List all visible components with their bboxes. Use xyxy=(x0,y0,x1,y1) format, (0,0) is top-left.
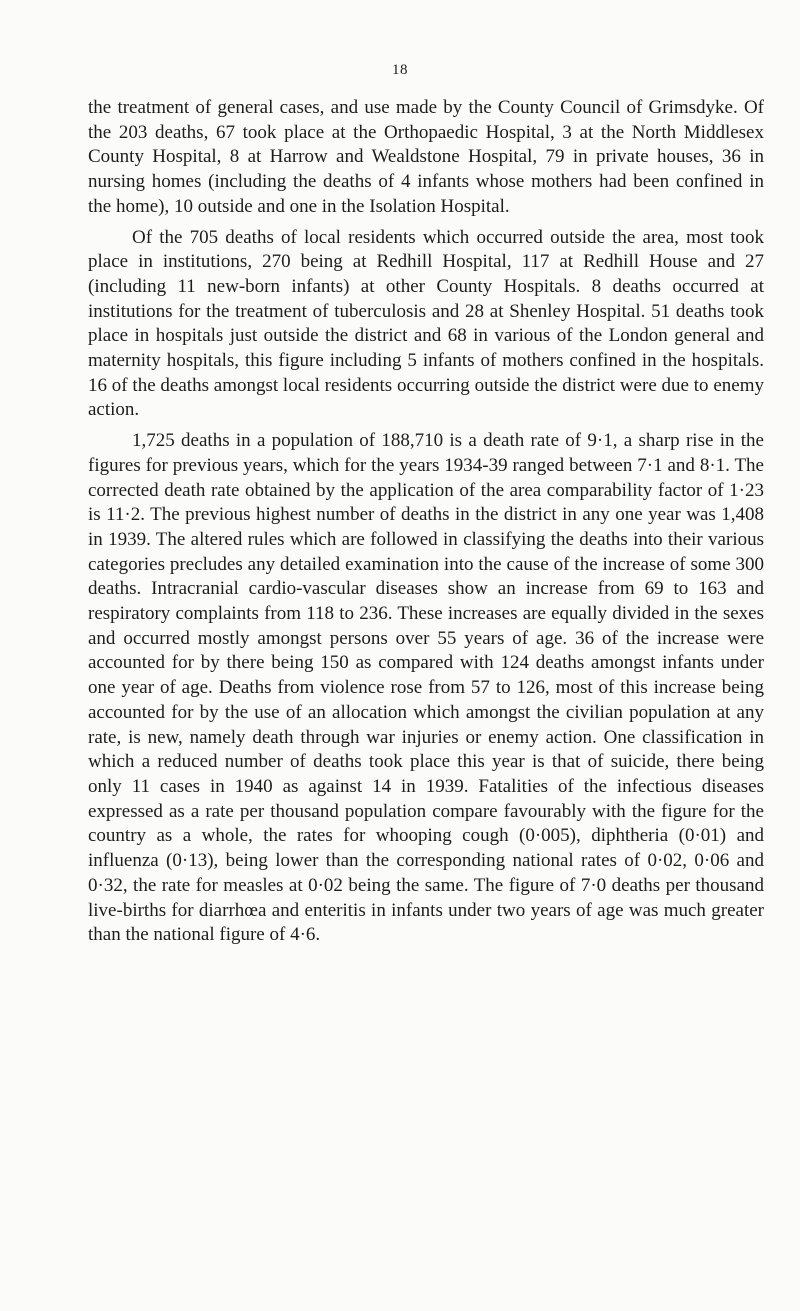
body-text xyxy=(88,96,764,948)
paragraph-continuation: the treatment of general cases, and use made by the County Council of Grimsdyke. Of the 203 deaths, 67 took place at the Orthopaedic Hospital, 3 at the North Middlesex County Hospital, 8 at Harrow and Wealdstone Hospital, 79 in private houses, 36 in nursing homes (including the deaths of 4 infants whose mothers had been confined in the home), 10 outside and one in the Isolation Hospital. xyxy=(88,97,764,217)
page-number: 18 xyxy=(392,62,408,78)
paragraph-death-rate: 1,725 deaths in a population of 188,710 is a death rate of 9·1, a sharp rise in the figures for previous years, which for the years 1934-39 ranged between 7·1 and 8·1. The corrected death rate obtained by the application of the area comparability factor of 1·23 is 11·2. The previous highest number of deaths in the district in any one year was 1,408 in 1939. The altered rules which are followed in classifying the deaths into their various categories precludes any detailed examination into the cause of the increase of some 300 deaths. Intracranial cardio-vascular diseases show an increase from 69 to 163 and respiratory complaints from 118 to 236. These increases are equally divided in the sexes and occurred mostly amongst persons over 55 years of age. 36 of the increase were accounted for by there being 150 as compared with 124 deaths amongst infants under one year of age. Deaths from violence rose from 57 to 126, most of this increase being accounted for by the use of an allocation which amongst the civilian population at any rate, is new, namely death through war injuries or enemy action. One classification in which a reduced number of deaths took place this year is that of suicide, there being only 11 cases in 1940 as against 14 in 1939. Fatalities of the infectious diseases expressed as a rate per thousand population compare favourably with the figure for the country as a whole, the rates for whooping cough (0·005), diphtheria (0·01) and influenza (0·13), being lower than the corresponding national rates of 0·02, 0·06 and 0·32, the rate for measles at 0·02 being the same. The figure of 7·0 deaths per thousand live-births for diarrhœa and enteritis in infants under two years of age was much greater than the national figure of 4·6. xyxy=(88,430,764,946)
paragraph-deaths-outside-area: Of the 705 deaths of local residents which occurred outside the area, most took place in institutions, 270 being at Redhill Hospital, 117 at Redhill House and 27 (including 11 new-born infants) at other County Hospitals. 8 deaths occurred at institutions for the treatment of tuberculosis and 28 at Shenley Hospital. 51 deaths took place in hospitals just outside the district and 68 in various of the London general and maternity hospitals, this figure including 5 infants of mothers confined in the hospitals. 16 of the deaths amongst local residents occurring outside the district were due to enemy action. xyxy=(88,226,764,421)
